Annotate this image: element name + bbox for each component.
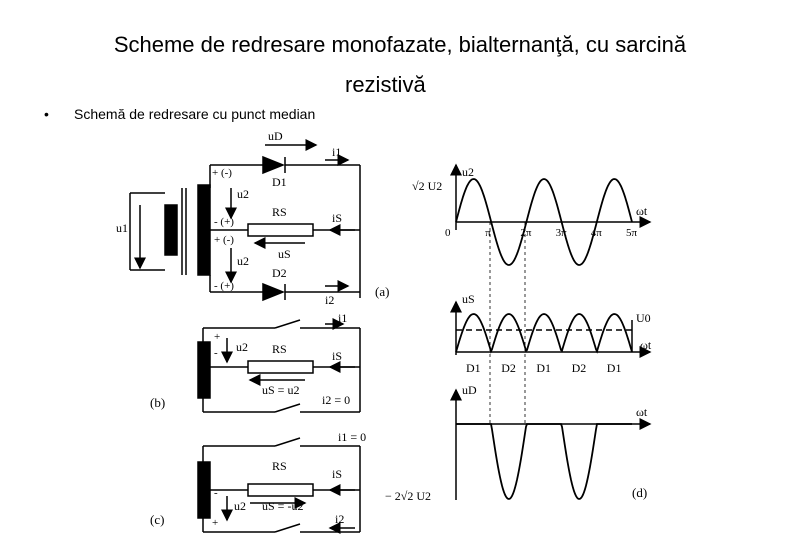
label-rs-b: RS: [272, 342, 287, 356]
diode-conduction-label: D2: [501, 361, 516, 375]
label-is-c: iS: [332, 467, 343, 481]
diode-d1: [263, 157, 283, 173]
label-c: (c): [150, 512, 165, 527]
label-i1-b: i1: [338, 311, 348, 325]
circuit-a: [116, 129, 389, 307]
secondary-core: [198, 185, 210, 275]
label-minus-b: -: [214, 347, 218, 359]
diode-d2: [263, 284, 283, 300]
us-waveform: [456, 314, 632, 352]
circuit-c: [150, 430, 366, 532]
label-u1: u1: [116, 221, 128, 235]
label-us-c: uS = -u2: [262, 499, 304, 513]
label-ud-plot: uD: [462, 383, 477, 397]
slide-title-line2: rezistivă: [345, 72, 426, 97]
label-wt3: ωt: [636, 405, 648, 419]
label-u2-bot: u2: [237, 254, 249, 268]
load-rs-c: [248, 484, 313, 496]
core-c: [198, 462, 210, 518]
tick-label: π: [485, 227, 491, 239]
label-d1: D1: [272, 175, 287, 189]
bullet-text: Schemă de redresare cu punct median: [74, 106, 316, 122]
label-ud: uD: [268, 129, 283, 143]
label-u2-c: u2: [234, 499, 246, 513]
primary-core: [165, 205, 177, 255]
label-u2-amp: √2 U2: [412, 179, 443, 193]
label-rs-a: RS: [272, 205, 287, 219]
label-minus-c: -: [214, 487, 218, 499]
label-a: (a): [375, 284, 390, 299]
label-is-a: iS: [332, 211, 343, 225]
tick-label: 0: [445, 227, 451, 239]
label-wt1: ωt: [636, 204, 648, 218]
ud-waveform: [456, 424, 632, 499]
label-d: (d): [632, 485, 648, 500]
diode-conduction-label: D1: [466, 361, 481, 375]
tick-label: 4π: [590, 227, 602, 239]
label-us-a: uS: [278, 247, 291, 261]
tick-label: 5π: [626, 227, 638, 239]
label-wt2: ωt: [640, 338, 652, 352]
label-u2-top: u2: [237, 187, 249, 201]
label-u2-b: u2: [236, 340, 248, 354]
slide-title-line1: Scheme de redresare monofazate, bialternanţă, cu sarcină: [113, 32, 687, 57]
label-us-plot: uS: [462, 292, 475, 306]
label-i2-a: i2: [325, 293, 335, 307]
label-i1-c: i1 = 0: [338, 430, 367, 444]
switch-b1: [275, 320, 300, 328]
waveforms: [385, 165, 652, 503]
core-b: [198, 342, 210, 398]
label-i2-c: i2: [335, 512, 345, 526]
load-rs-b: [248, 361, 313, 373]
label-plus-c: +: [212, 517, 219, 529]
bullet-dot: •: [44, 106, 49, 122]
switch-c2: [275, 524, 300, 532]
diode-conduction-label: D1: [606, 361, 622, 375]
label-us-b: uS = u2: [262, 383, 300, 397]
switch-c1: [275, 438, 300, 446]
diode-conduction-label: D1: [536, 361, 552, 375]
label-rs-c: RS: [272, 459, 287, 473]
tick-label: 3π: [555, 227, 567, 239]
load-rs-a: [248, 224, 313, 236]
label-pm-mid: + (-): [214, 234, 234, 246]
label-plus-b: +: [214, 331, 221, 343]
diode-conduction-label: D2: [571, 361, 587, 375]
label-d2: D2: [272, 266, 287, 280]
tick-label: 2π: [520, 227, 532, 239]
label-pm-top: + (-): [212, 167, 232, 179]
label-u0: U0: [636, 311, 651, 325]
label-i2-b: i2 = 0: [322, 393, 351, 407]
label-b: (b): [150, 395, 166, 410]
circuit-b: [150, 311, 360, 412]
label-is-b: iS: [332, 349, 343, 363]
label-u2-plot: u2: [462, 165, 474, 179]
label-i1-a: i1: [332, 145, 342, 159]
label-mp: - (+): [214, 216, 234, 228]
label-mp-bot: - (+): [214, 280, 234, 292]
label-ud-amp: − 2√2 U2: [385, 489, 432, 503]
switch-b2: [275, 404, 300, 412]
